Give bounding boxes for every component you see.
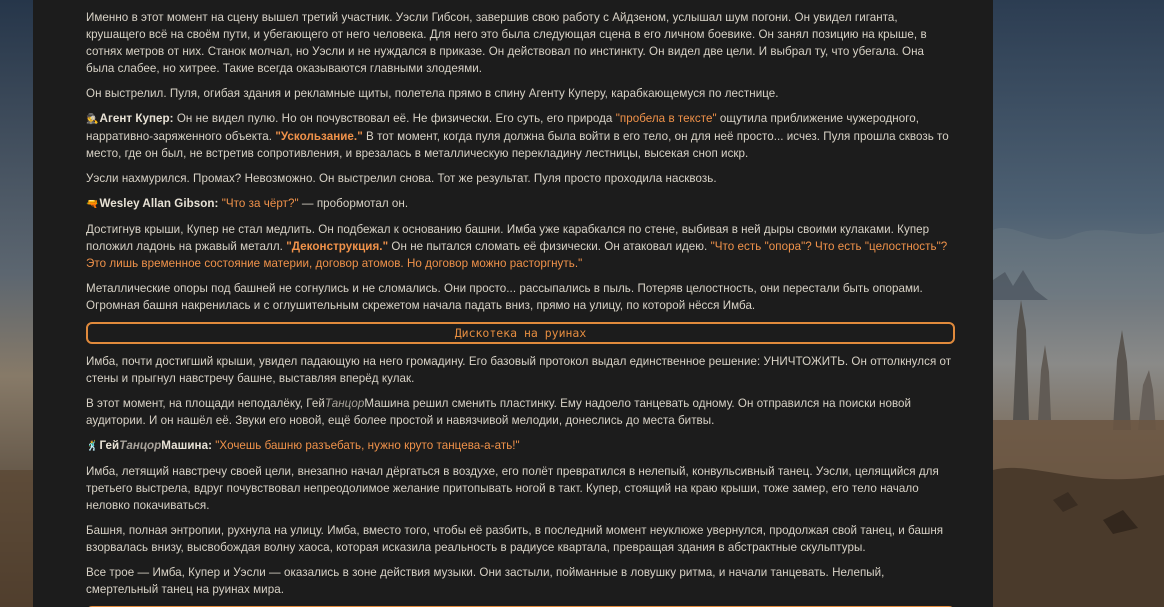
quoted-text: "Что есть "опора"? Что есть "целостность"? Это лишь временное состояние материи, договор атомов. Но договор можно расторгнуть." xyxy=(86,240,948,270)
background-scenery-right xyxy=(993,0,1164,607)
narration-text: Достигнув крыши, Купер не стал медлить. Он подбежал к основанию башни. Имба уже карабкался по стене, выбивая в ней дыры своими кулаками. Купер положил ладонь на ржавый металл. xyxy=(86,223,930,253)
narration-text: ощутила приближение чужеродного, нарративно-заряженного объекта. xyxy=(86,112,920,143)
story-paragraph: Имба, почти достигший крыши, увидел падающую на него громадину. Его базовый протокол выдал единственное решение: УНИЧТОЖИТЬ. Он оттолкнулся от стены и прыгнул навстречу башне, выставляя вперёд кулак. xyxy=(86,355,952,385)
quoted-text: "Деконструкция." xyxy=(286,240,389,253)
quoted-text: "Хочешь башню разъебать, нужно круто танцева-а-ать!" xyxy=(215,439,520,452)
quoted-text: "Что за чёрт?" xyxy=(221,197,299,210)
quoted-text: "Ускользание." xyxy=(275,130,363,143)
story-paragraph: Металлические опоры под башней не согнулись и не сломались. Они просто... рассыпались в пыль. Потеряв целостность, они перестали быть опорами. Огромная башня накренилась и с оглушительным скрежетом начала падать вниз, прямо на улицу, по которой нёсся Имба. xyxy=(86,282,923,312)
dialogue-paragraph xyxy=(86,195,955,213)
dialogue-paragraph xyxy=(86,110,955,162)
narration-text: В этот момент, на площади неподалёку, Гей xyxy=(86,397,325,410)
speaker-name-italic: Танцор xyxy=(119,439,162,452)
quoted-text: "пробела в тексте" xyxy=(615,112,717,125)
narration-text: В тот момент, когда пуля должна была войти в его тело, он для неё просто... исчез. Пуля прошла сквозь то место, где он был, не встретив сопротивления, и врезалась в металлическую перекладину лестницы, высекая сноп искр. xyxy=(86,130,949,160)
story-paragraph: Башня, полная энтропии, рухнула на улицу. Имба, вместо того, чтобы её разбить, в последний момент неуклюже увернулся, продолжая свой танец, и башня взорвалась внизу, высвобождая волну хаоса, которая исказила реальность в радиусе квартала, превращая здания в абстрактные скульптуры. xyxy=(86,524,944,554)
scene-title: Дискотека на руинах xyxy=(86,322,955,344)
speaker-name: Wesley Allan Gibson: xyxy=(99,197,219,210)
narration-text: Машина решил сменить пластинку. Ему надоело танцевать одному. Он отправился на поиски новой аудитории. И он нашёл её. Звуки его новой, ещё более простой и навязчивой мелодии, донеслись до места битвы. xyxy=(86,397,912,427)
narration-text: Он не пытался сломать её физически. Он атаковал идею. xyxy=(388,240,711,253)
story-paragraph: Все трое — Имба, Купер и Уэсли — оказались в зоне действия музыки. Они застыли, пойманные в ловушку ритма, и начали танцевать. Нелепый, смертельный танец на руинах мира. xyxy=(86,566,885,596)
background-scenery-left xyxy=(0,0,33,607)
story-paragraph: Он выстрелил. Пуля, огибая здания и рекламные щиты, полетела прямо в спину Агенту Куперу, карабкающемуся по лестнице. xyxy=(86,87,779,100)
speaker-name: Машина: xyxy=(161,439,212,452)
story-paragraph: Имба, летящий навстречу своей цели, внезапно начал дёргаться в воздухе, его полёт превратился в нелепый, конвульсивный танец. Уэсли, целящийся для третьего выстрела, вдруг почувствовал непреодолимое желание притопывать ногой в такт. Купер, стоящий на краю крыши, тоже замер, его тело начало неловко покачиваться. xyxy=(86,465,939,512)
story-paragraph xyxy=(86,395,955,429)
gun-icon: 🔫 xyxy=(86,199,99,210)
italic-text: Танцор xyxy=(324,397,365,410)
detective-icon: 🕵️ xyxy=(86,114,99,125)
speaker-name: Гей xyxy=(99,439,120,452)
story-paragraph: Уэсли нахмурился. Промах? Невозможно. Он выстрелил снова. Тот же результат. Пуля просто проходила насквозь. xyxy=(86,172,717,185)
speaker-name: Агент Купер: xyxy=(99,112,174,125)
dancer-icon: 🕺 xyxy=(86,441,99,452)
narration-text: Он не видел пулю. Но он почувствовал её. Не физически. Его суть, его природа xyxy=(173,112,616,125)
story-panel xyxy=(33,0,993,607)
narration-text: — пробормотал он. xyxy=(298,197,409,210)
story-paragraph: Именно в этот момент на сцену вышел третий участник. Уэсли Гибсон, завершив свою работу с Айдзеном, услышал шум погони. Он увидел гиганта, крушащего всё на своём пути, и убегающего от него человека. Для него это была следующая сцена в его личном боевике. Он занял позицию на крыше, в сотнях метров от них. Станок молчал, но Уэсли и не нуждался в приказе. Он действовал по инстинкту. Он видел две цели. И выбрал ту, что убегала. Она была слабее, но хитрее. Такие всегда оказываются главными злодеями. xyxy=(86,11,927,75)
dialogue-paragraph xyxy=(86,437,955,455)
story-paragraph xyxy=(86,221,955,272)
